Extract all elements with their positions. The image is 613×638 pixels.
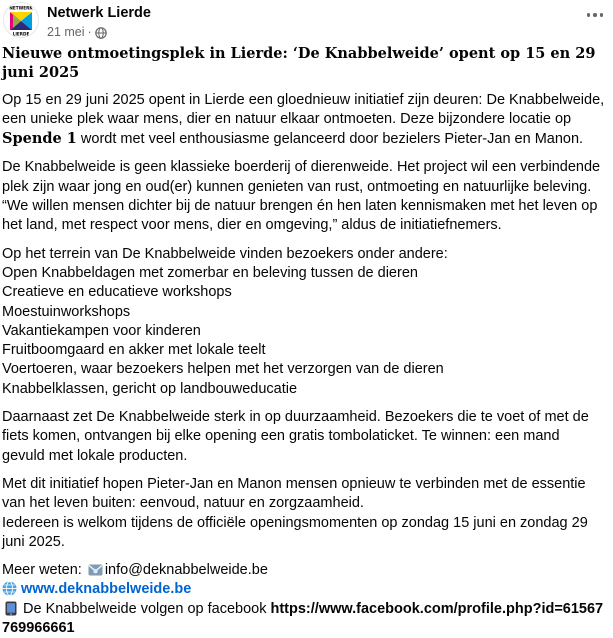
- intro-text: Op 15 en 29 juni 2025 opent in Lierde een gloednieuw initiatief zijn deuren: De Knabbelweide, een unieke plek waar mens, dier en natuur elkaar ontmoeten. Deze bijzondere locatie op: [2, 91, 605, 127]
- mobile-phone-icon: [5, 601, 17, 616]
- netwerk-lierde-logo-icon: [4, 3, 38, 37]
- list-item: Vakantiekampen voor kinderen: [2, 322, 201, 339]
- more-options-icon[interactable]: [583, 8, 607, 22]
- list-item: Fruitboomgaard en akker met lokale teelt: [2, 342, 266, 359]
- page-name[interactable]: Netwerk Lierde: [47, 5, 151, 21]
- email-icon: [88, 564, 103, 576]
- sustainability-paragraph: Daarnaast zet De Knabbelweide sterk in op duurzaamheid. Bezoekers die te voet of met de fiets komen, ontvangen bij elke opening een gratis tombolaticket. Te winnen: een mand gevuld met lokale producten.: [2, 409, 589, 464]
- closing-line-2: Iedereen is welkom tijdens de officiële openingsmomenten op zondag 15 juni en zondag 29 juni 2025.: [2, 514, 588, 550]
- facebook-text: De Knabbelweide volgen op facebook: [23, 600, 267, 617]
- svg-text:LIERDE: LIERDE: [12, 31, 30, 37]
- facebook-profile-link[interactable]: https://www.facebook.com/profile.php?id=61567769966661: [2, 600, 604, 637]
- email-address[interactable]: info@deknabbelweide.be: [104, 562, 268, 579]
- contact-section: [2, 561, 606, 638]
- contact-label: Meer weten:: [2, 562, 82, 579]
- address-bold: Spende 1: [2, 130, 77, 148]
- dot-separator: ·: [87, 25, 92, 39]
- description-paragraph: De Knabbelweide is geen klassieke boerderij of dierenweide. Het project wil een verbindende plek zijn waar jong en oud(er) kunnen genieten van rust, ontmoeting en natuurlijke beleving. “We willen mensen dichter bij de natuur brengen én hen laten kennismaken met het leven op het land, met respect voor mens, dier en omgeving,” aldus de initiatiefnemers.: [2, 159, 601, 234]
- globe-icon[interactable]: [95, 27, 107, 39]
- email-line: [2, 561, 606, 580]
- website-link[interactable]: www.deknabbelweide.be: [21, 581, 192, 598]
- list-item: Creatieve en educatieve workshops: [2, 284, 232, 301]
- post-date[interactable]: 21 mei: [47, 25, 85, 39]
- closing-paragraph: [2, 475, 606, 552]
- list-item: Knabbelklassen, gericht op landbouweducatie: [2, 380, 298, 397]
- globe-web-icon: [2, 581, 17, 596]
- list-item: Open Knabbeldagen met zomerbar en beleving tussen de dieren: [2, 264, 418, 281]
- facebook-line: [2, 600, 606, 638]
- post-title: Nieuwe ontmoetingsplek in Lierde: ‘De Knabbelweide’ opent op 15 en 29 juni 2025: [2, 45, 596, 82]
- post-meta: [47, 23, 107, 42]
- intro-paragraph: [2, 91, 606, 150]
- svg-text:NETWERK: NETWERK: [9, 5, 33, 11]
- intro-text-end: wordt met veel enthousiasme gelanceerd door bezielers Pieter-Jan en Manon.: [76, 131, 584, 148]
- avatar[interactable]: [3, 2, 39, 38]
- list-item: Voertoeren, waar bezoekers helpen met het verzorgen van de dieren: [2, 361, 444, 378]
- closing-line-1: Met dit initiatief hopen Pieter-Jan en Manon mensen opnieuw te verbinden met de essentie van het leven buiten: eenvoud, natuur en zorgzaamheid.: [2, 475, 586, 512]
- post-body: [2, 44, 606, 638]
- list-item: Moestuinworkshops: [2, 303, 131, 320]
- activities-section: [2, 245, 606, 399]
- post-header: [0, 0, 613, 44]
- website-line: [2, 580, 606, 599]
- list-intro: Op het terrein van De Knabbelweide vinden bezoekers onder andere:: [2, 245, 448, 262]
